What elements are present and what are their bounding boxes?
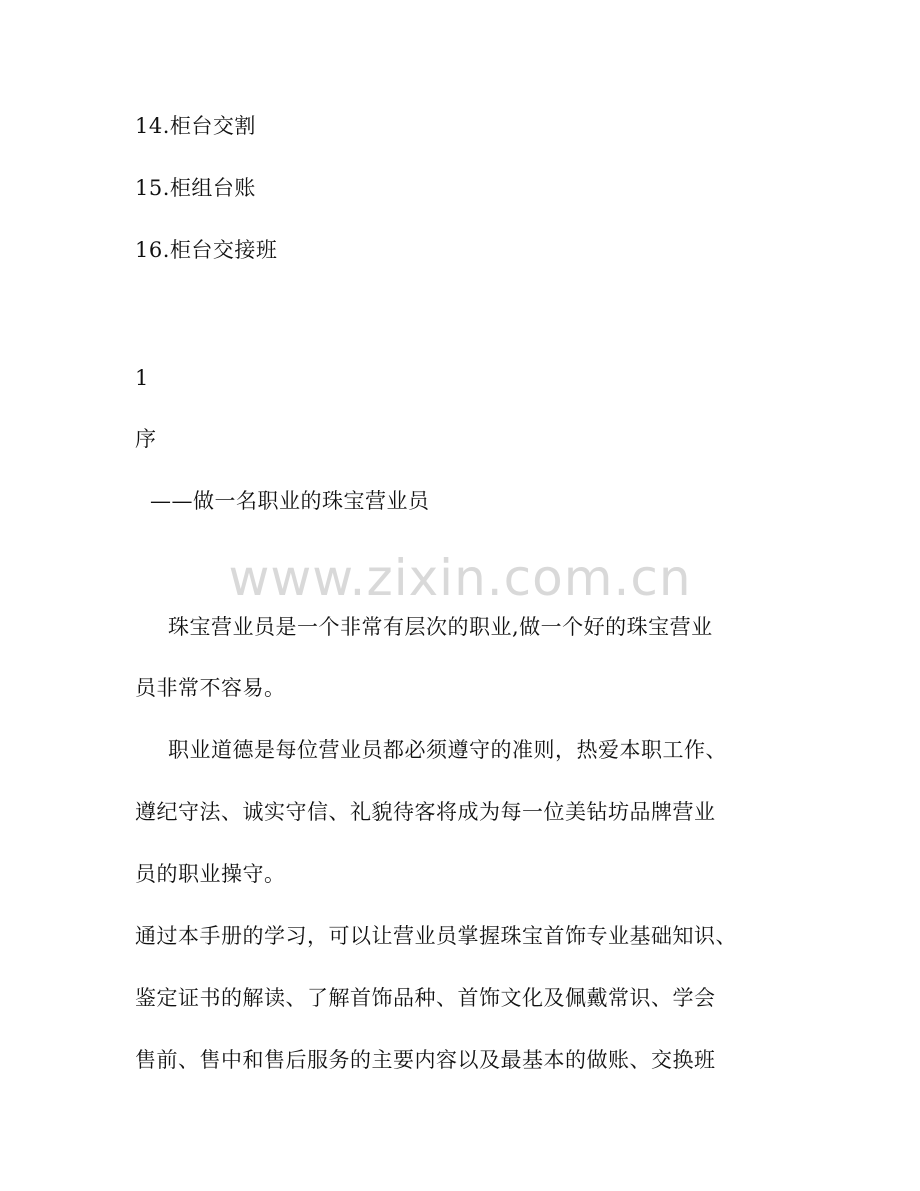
paragraph-2-line-2: 遵纪守法、诚实守信、礼貌待客将成为每一位美钻坊品牌营业 — [135, 800, 716, 824]
toc-item-16: 16.柜台交接班 — [135, 238, 278, 262]
paragraph-1-line-2: 员非常不容易。 — [135, 676, 286, 700]
preface-heading: 序 — [135, 427, 157, 451]
paragraph-1-line-1: 珠宝营业员是一个非常有层次的职业,做一个好的珠宝营业 — [168, 615, 713, 639]
paragraph-2-line-3: 员的职业操守。 — [135, 862, 286, 886]
toc-item-15: 15.柜组台账 — [135, 176, 256, 200]
paragraph-2-line-1: 职业道德是每位营业员都必须遵守的准则，热爱本职工作、 — [168, 738, 727, 762]
preface-subtitle: ——做一名职业的珠宝营业员 — [150, 489, 430, 513]
watermark: www.zixin.com.cn — [228, 549, 692, 607]
paragraph-3-line-2: 鉴定证书的解读、了解首饰品种、首饰文化及佩戴常识、学会 — [135, 986, 716, 1010]
paragraph-3-line-3: 售前、售中和售后服务的主要内容以及最基本的做账、交换班 — [135, 1048, 716, 1072]
paragraph-3-line-1: 通过本手册的学习，可以让营业员掌握珠宝首饰专业基础知识、 — [135, 924, 737, 948]
toc-item-14: 14.柜台交割 — [135, 114, 256, 138]
page-number: 1 — [135, 366, 149, 390]
